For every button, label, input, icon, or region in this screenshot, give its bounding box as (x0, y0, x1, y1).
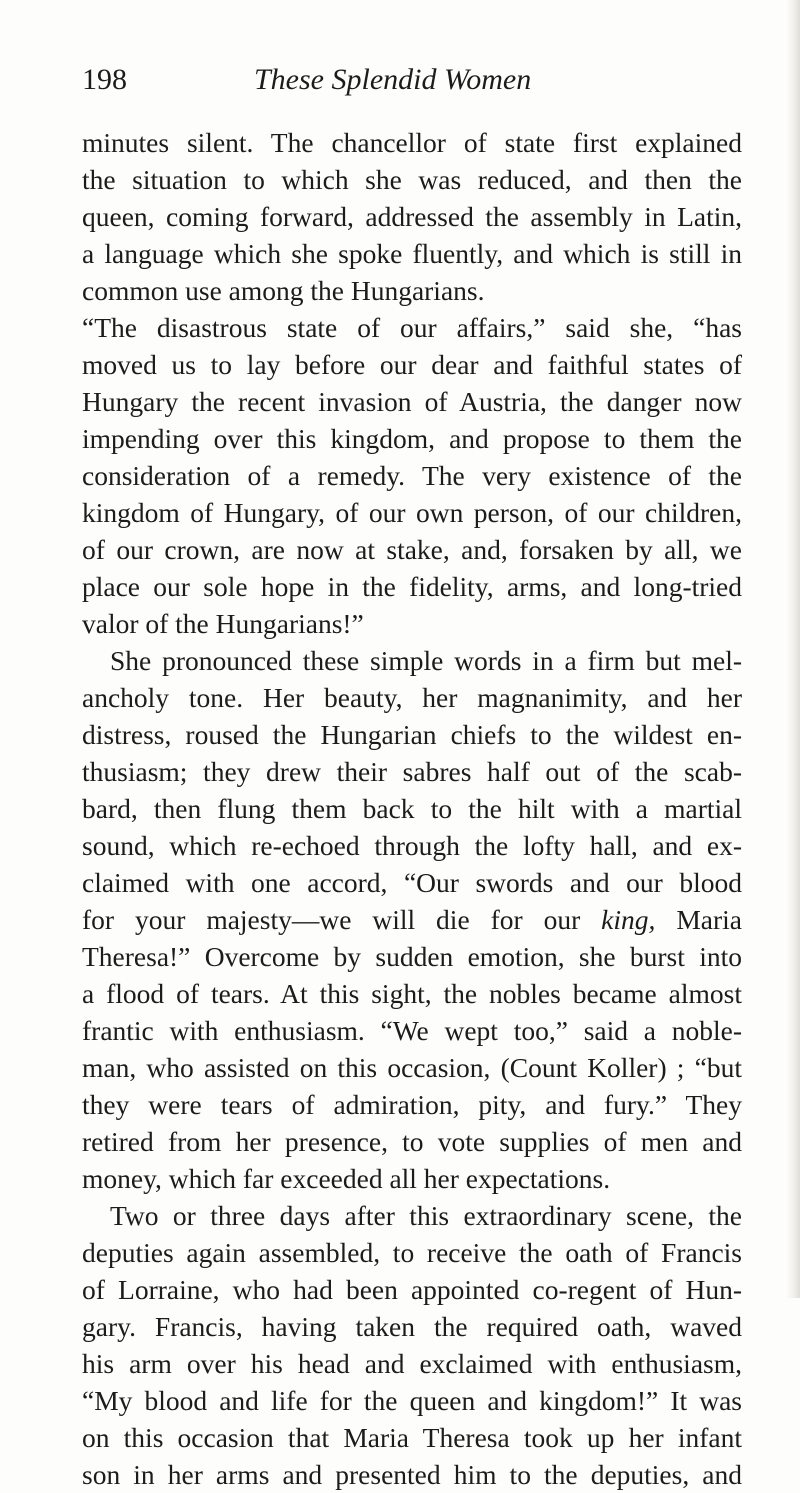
text-line: retired from her presence, to vote supplies of men and (82, 1126, 742, 1157)
text-line: Theresa!” Overcome by sudden emotion, she burst into (82, 941, 742, 972)
text-line: Hungary the recent invasion of Austria, the danger now (82, 386, 742, 417)
italic-word: king, (601, 904, 656, 935)
page-edge-shadow (786, 0, 800, 1298)
text-line: consideration of a remedy. The very existence of the (82, 460, 742, 491)
text-line: deputies again assembled, to receive the oath of Francis (82, 1237, 742, 1268)
page-number: 198 (82, 63, 127, 96)
text-line-with-italic (82, 901, 742, 938)
text-line: ancholy tone. Her beauty, her magnanimity, and her (82, 682, 742, 713)
text-line: place our sole hope in the fidelity, arms, and long-tried (82, 571, 742, 602)
text-line: of our crown, are now at stake, and, forsaken by all, we (82, 534, 742, 565)
text-line: impending over this kingdom, and propose to them the (82, 423, 742, 454)
text-line: common use among the Hungarians. (82, 275, 485, 306)
text-line: his arm over his head and exclaimed with enthusiasm, (82, 1348, 742, 1379)
text-line: frantic with enthusiasm. “We wept too,” said a noble- (82, 1015, 742, 1046)
running-head (82, 60, 742, 100)
text-line: man, who assisted on this occasion, (Count Koller) ; “but (82, 1052, 742, 1083)
text-line: money, which far exceeded all her expectations. (82, 1163, 611, 1194)
text-line: Two or three days after this extraordinary scene, the (110, 1200, 742, 1231)
text-line: of Lorraine, who had been appointed co-regent of Hun- (82, 1274, 742, 1305)
text-line: a flood of tears. At this sight, the nobles became almost (82, 978, 742, 1009)
text-line: sound, which re-echoed through the lofty hall, and ex- (82, 830, 742, 861)
text-line: She pronounced these simple words in a firm but mel- (110, 645, 742, 676)
text-line: queen, coming forward, addressed the assembly in Latin, (82, 201, 742, 232)
text-line: gary. Francis, having taken the required oath, waved (82, 1311, 742, 1342)
text-line: bard, then flung them back to the hilt with a martial (82, 793, 742, 824)
text-line: on this occasion that Maria Theresa took up her infant (82, 1422, 742, 1453)
running-title: These Splendid Women (254, 63, 532, 96)
text-line: moved us to lay before our dear and faithful states of (82, 349, 742, 380)
text-line: distress, roused the Hungarian chiefs to the wildest en- (82, 719, 742, 750)
text-segment: for your majesty—we will die for our (82, 904, 581, 935)
text-line: claimed with one accord, “Our swords and our blood (82, 867, 742, 898)
text-line: kingdom of Hungary, of our own person, of our children, (82, 497, 742, 528)
text-line: “My blood and life for the queen and kingdom!” It was (82, 1385, 742, 1416)
text-line: minutes silent. The chancellor of state first explained (82, 127, 742, 158)
text-line: son in her arms and presented him to the deputies, and (82, 1459, 742, 1490)
text-segment: Maria (676, 904, 743, 935)
text-line: they were tears of admiration, pity, and fury.” They (82, 1089, 742, 1120)
text-line: thusiasm; they drew their sabres half out of the scab- (82, 756, 742, 787)
text-line: valor of the Hungarians!” (82, 608, 364, 639)
text-line: “The disastrous state of our affairs,” said she, “has (82, 312, 742, 343)
text-line: the situation to which she was reduced, and then the (82, 164, 742, 195)
text-line: a language which she spoke fluently, and which is still in (82, 238, 742, 269)
body-text (82, 124, 742, 1493)
book-page (82, 60, 742, 1493)
